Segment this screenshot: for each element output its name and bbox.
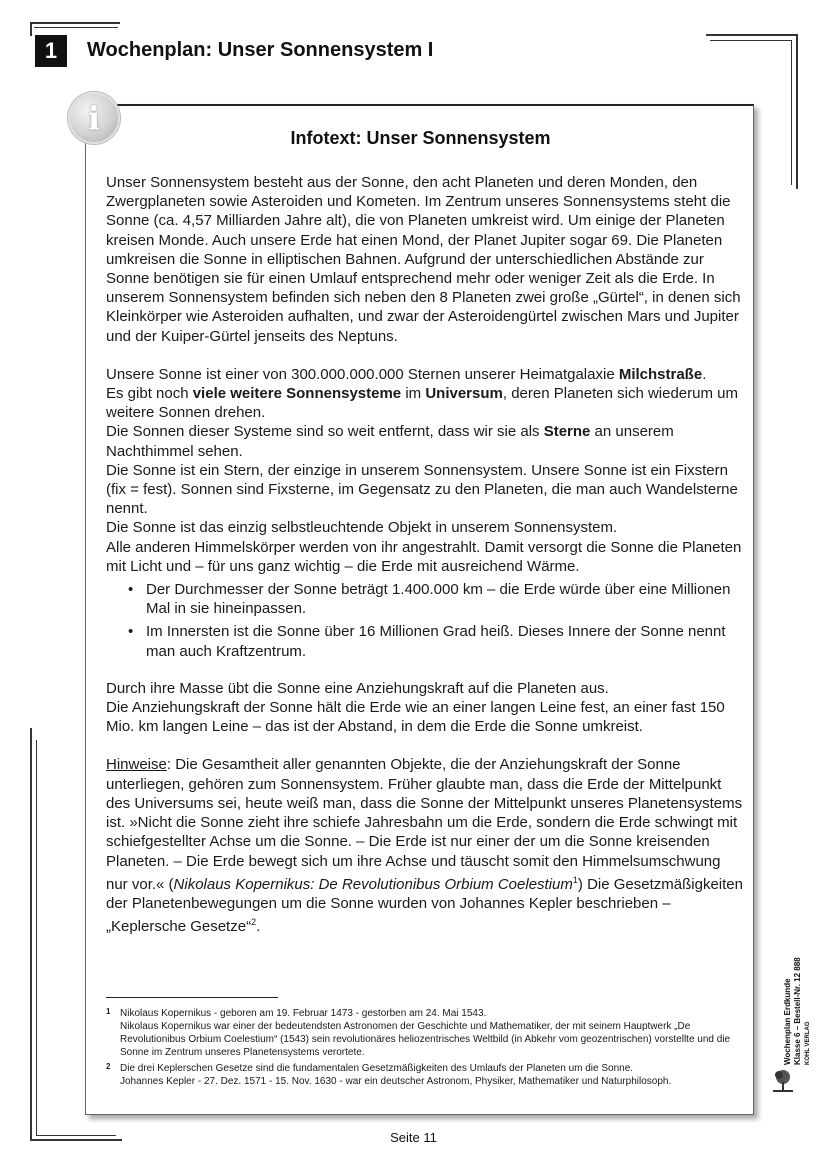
paragraph-self-luminous: Die Sonne ist das einzig selbstleuchtende Objekt in unserem Sonnensystem. xyxy=(106,519,618,537)
footnote xyxy=(106,1062,746,1088)
text: ) Die Gesetzmäßigkeiten der Planetenbewegungen um die Sonne wurden von Johannes Kepler beschrieben – „Keplersche Gesetze“ xyxy=(106,875,743,936)
chapter-number: 1 xyxy=(35,35,67,67)
page-number: Seite 11 xyxy=(390,1130,437,1145)
footnote-number: 2 xyxy=(106,1062,111,1071)
fact-list xyxy=(106,580,746,661)
bold-term: Milchstraße xyxy=(618,365,703,383)
text: , deren Planeten sich wiederum um weitere Sonnen drehen. xyxy=(106,385,738,422)
page-title: Wochenplan: Unser Sonnensystem I xyxy=(87,39,434,61)
footnote-ref: 1 xyxy=(572,874,578,885)
text: im xyxy=(401,385,426,403)
paragraph-gravity: Durch ihre Masse übt die Sonne eine Anziehungskraft auf die Planeten aus. xyxy=(106,679,609,697)
frame-line-bottom-left-v2 xyxy=(36,740,37,1136)
book-title: Nikolaus Kopernikus: De Revolutionibus Orbium Coelestium xyxy=(173,875,573,893)
bold-term: Sterne xyxy=(543,423,591,441)
paragraph-milky-way xyxy=(106,365,746,384)
frame-line-bottom-left-v xyxy=(30,728,32,1140)
text: Es gibt noch xyxy=(106,385,193,403)
frame-line-top-right-v xyxy=(796,34,798,189)
info-icon: i xyxy=(68,92,120,144)
text: . xyxy=(256,918,261,936)
bold-term: viele weitere Sonnensysteme xyxy=(192,385,402,403)
list-item: • Im Innersten ist die Sonne über 16 Millionen Grad heiß. Dieses Innere der Sonne nennt man auch Kraftzentrum. xyxy=(146,622,746,660)
text: an unserem Nachthimmel sehen. xyxy=(106,423,674,460)
publisher-name: KOHL VERLAG xyxy=(805,1021,811,1065)
text: Unsere Sonne ist einer von 300.000.000.000 Sternen unserer Heimatgalaxie xyxy=(106,365,619,383)
footnote-divider xyxy=(106,997,278,998)
frame-line-top-left-h2 xyxy=(34,27,118,28)
series-title: Wochenplan Erdkunde xyxy=(783,978,792,1065)
frame-line-top-right-h xyxy=(706,34,798,36)
paragraph-stars xyxy=(106,422,746,460)
hints-label: Hinweise xyxy=(106,756,167,774)
footnote xyxy=(106,1007,746,1059)
bold-term: Universum xyxy=(425,385,503,403)
text: : Die Gesamtheit aller genannten Objekte, die der Anziehungskraft der Sonne unterliegen, gehören zum Sonnensystem. Früher glaubte man, dass die Erde der Mittelpunkt des Universums sei, heute weiß man, dass die Sonne der Mittelpunkt unseres Planetensystems ist. »Nicht die Sonne zieht ihre schiefe Jahresbahn um die Erde, sondern die Erde schwingt mit schiefgestellter Achse um die Sonne. – Die Erde ist nur einer der um die Sonne kreisenden Planeten. – Die Erde bewegt sich um ihre Achse und täuscht somit den Himmelsumschwung nur vor.« ( xyxy=(106,756,743,893)
series-info xyxy=(783,845,813,1065)
footnote-ref: 2 xyxy=(251,917,257,928)
list-item: • Der Durchmesser der Sonne beträgt 1.400.000 km – die Erde würde über eine Millionen Mal in sie hineinpassen. xyxy=(146,580,746,618)
footnote-line: Nikolaus Kopernikus war einer der bedeutendsten Astronomen der Geschichte und Mathematiker, der mit seinem Hauptwerk „De Revolutionibus Orbium Coelestium“ (1543) sein revolutionäres heliozentrisches Weltbild (in Abkehr vom geozentrischen) vorstellte und die Sonne im Zentrum unseres Planetensystems verortete. xyxy=(120,1021,731,1058)
footnote-line: Nikolaus Kopernikus - geboren am 19. Februar 1473 - gestorben am 24. Mai 1543. xyxy=(120,1008,487,1019)
footnote-line: Die drei Keplerschen Gesetze sind die fundamentalen Gesetzmäßigkeiten des Umlaufs der Planeten um die Sonne. xyxy=(120,1063,634,1074)
paragraph-overview: Unser Sonnensystem besteht aus der Sonne, den acht Planeten und deren Monden, den Zwergplaneten sowie Asteroiden und Kometen. Im Zentrum unseres Sonnensystems steht die Sonne (ca. 4,57 Milliarden Jahre alt), die von Planeten umkreist wird. Um einige der Planeten kreisen Monde. Auch unsere Erde hat einen Mond, der Planet Jupiter sogar 69. Die Planeten umkreisen die Sonne in elliptischen Bahnen. Aufgrund der unterschiedlichen Abstände zur Sonne benötigen sie für einen Umlauf entsprechend mehr oder weniger Zeit als die Erde. In unserem Sonnensystem befinden sich neben den 8 Planeten zwei große „Gürtel“, in denen sich Kleinkörper wie Asteroiden aufhalten, und zwar der Asteroidengürtel zwischen Mars und Jupiter und der Kuiper-Gürtel jenseits des Neptuns. xyxy=(106,174,741,345)
footnote-number: 1 xyxy=(106,1007,111,1016)
paragraph-universe xyxy=(106,384,746,422)
text: Die Sonnen dieser Systeme sind so weit entfernt, dass wir sie als xyxy=(106,423,544,441)
paragraph-hints xyxy=(106,755,746,936)
publisher-logo-icon xyxy=(770,1068,796,1094)
footnote-line: Johannes Kepler - 27. Dez. 1571 - 15. Nov. 1630 - war ein deutscher Astronom, Physiker, Mathematiker und Naturphilosoph. xyxy=(120,1076,672,1087)
footnotes xyxy=(106,1007,746,1091)
frame-line-top-right-h2 xyxy=(710,40,792,41)
paragraph-leash: Die Anziehungskraft der Sonne hält die Erde wie an einer langen Leine fest, an einer fast 150 Mio. km langen Leine – das ist der Abstand, in dem die Erde die Sonne umkreist. xyxy=(106,699,725,736)
frame-line-top-right-v2 xyxy=(791,40,792,185)
frame-line-top-left-v xyxy=(30,22,32,36)
info-text xyxy=(106,173,746,936)
paragraph-light-warmth: Alle anderen Himmelskörper werden von ihr angestrahlt. Damit versorgt die Sonne die Planeten mit Licht und – für uns ganz wichtig – die Erde mit ausreichend Wärme. xyxy=(106,538,742,575)
paragraph-fixed-star: Die Sonne ist ein Stern, der einzige in unserem Sonnensystem. Unsere Sonne ist ein Fixstern (fix = fest). Sonnen sind Fixsterne, im Gegensatz zu den Planeten, die man auch Wandelsterne nennt. xyxy=(106,461,738,518)
info-box-title: Infotext: Unser Sonnensystem xyxy=(290,128,551,148)
frame-line-top-left-h xyxy=(30,22,120,24)
order-number: Klasse 6 – Bestell-Nr. 12 888 xyxy=(793,957,802,1065)
text: . xyxy=(702,365,707,383)
